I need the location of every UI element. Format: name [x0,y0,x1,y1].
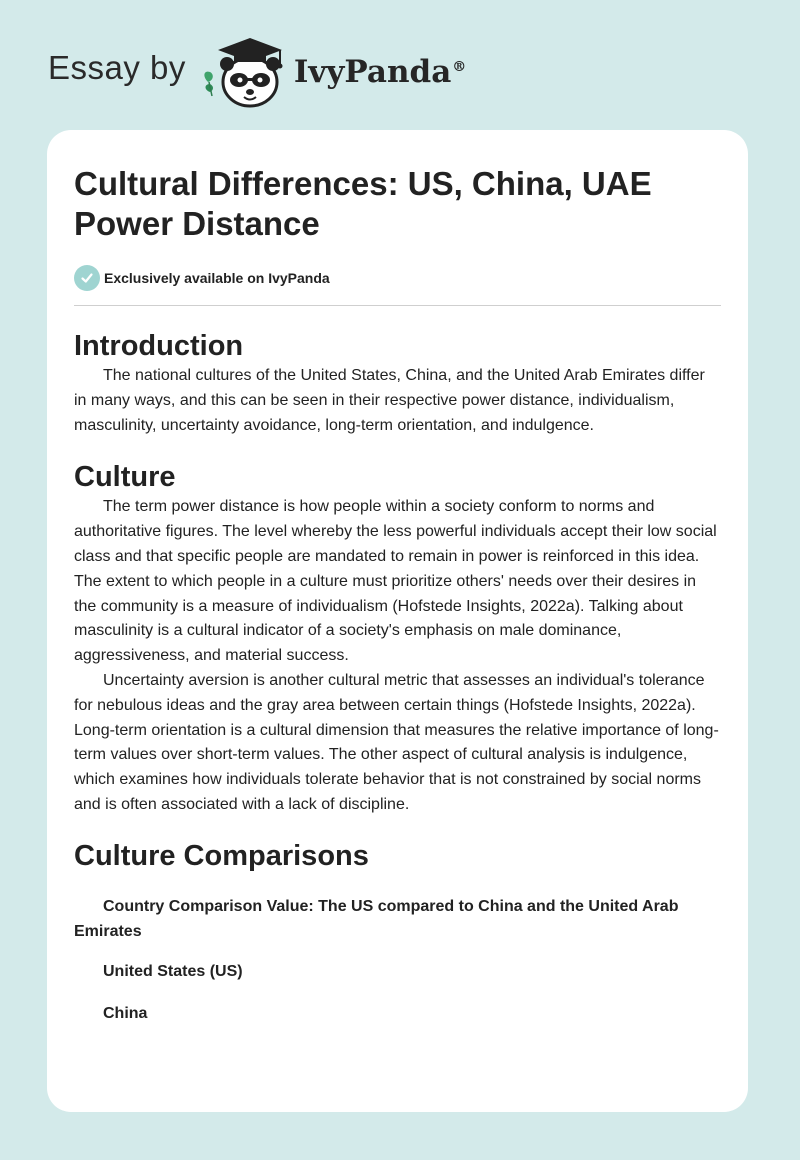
section-heading-introduction: Introduction [74,330,244,362]
title-divider [74,305,721,306]
exclusive-badge [74,264,721,292]
panda-logo-icon[interactable] [200,30,290,110]
essay-title-line-1: Cultural Differences: US, China, UAE [74,165,652,202]
section-heading-culture: Culture [74,461,176,494]
exclusive-label: Exclusively available on IvyPanda [104,270,330,286]
registered-mark: ® [452,58,467,75]
checkmark-icon [80,271,94,285]
brand-name-text: IvyPanda [293,54,452,90]
paragraph-culture-1: The term power distance is how people within a society conform to norms and authoritative figures. The level whereby the less powerful individuals accept their low social class and that specific people are mandated to remain in power is reinforced in this idea. The extent to which people in a culture must prioritize others' needs over their desires in the community is a measure of individualism (Hofstede Insights, 2022a). Talking about masculinity is a cultural indicator of a society's emphasis on male dominance, aggressiveness, and material success. [74,498,717,665]
paragraph-culture-2: Uncertainty aversion is another cultural metric that assesses an individual's tolerance for nebulous ideas and the gray area between certain things (Hofstede Insights, 2022a). Long-term orientation is a cultural dimension that measures the relative importance of long-term values over short-term values. The other aspect of cultural analysis is indulgence, which examines how individuals tolerate behavior that is not constrained by social norms and is often associated with a lack of discipline. [74,671,719,813]
subheading-china: China [103,1005,148,1023]
essay-title-line-2: Power Distance [74,205,320,242]
site-header [48,30,466,110]
essay-title [74,164,721,244]
section-heading-culture-comparisons: Culture Comparisons [74,839,369,872]
brand-name[interactable] [294,54,466,90]
subheading-country-comparison: Country Comparison Value: The US compared to China and the United Arab Emirates [74,897,679,940]
check-circle-icon [74,265,100,291]
subheading-united-states: United States (US) [103,963,243,981]
essay-card [47,130,748,1112]
paragraph-introduction: The national cultures of the United States, China, and the United Arab Emirates differ in many ways, and this can be seen in their respective power distance, individualism, masculinity, uncertainty avoidance, long-term orientation, and indulgence. [74,367,705,434]
essay-by-label: Essay by [48,49,186,86]
